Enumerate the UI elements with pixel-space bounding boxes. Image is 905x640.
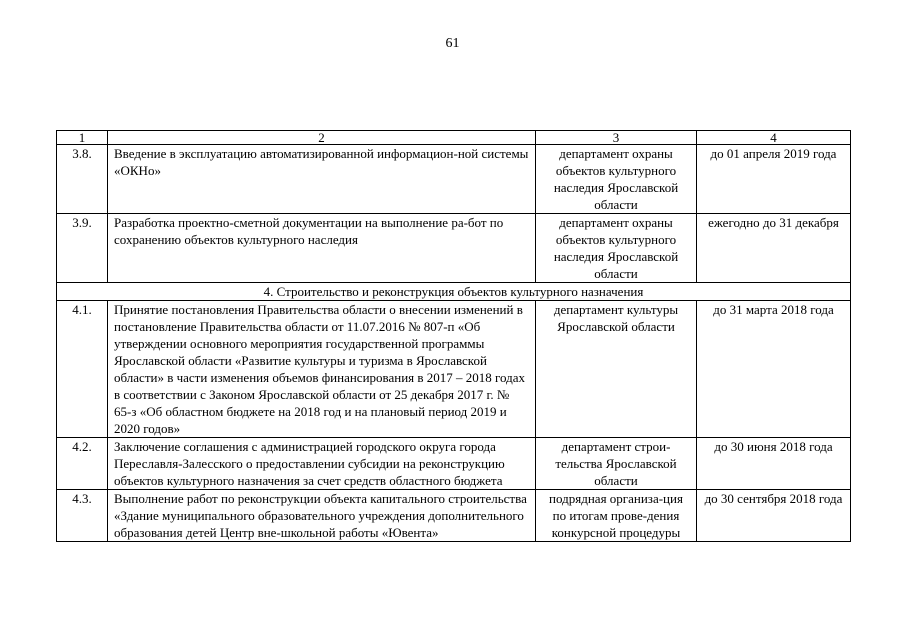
section-title: 4. Строительство и реконструкция объектов культурного назначения <box>57 283 851 301</box>
column-number: 4 <box>697 131 851 145</box>
page-number: 61 <box>445 36 460 51</box>
table-row <box>57 214 851 283</box>
item-number: 3.9. <box>57 214 108 283</box>
measure-text: Выполнение работ по реконструкции объекта капитального строительства «Здание муниципального образовательного учреждения дополнительного образования детей Центр вне-школьной работы «Ювента» <box>108 490 536 542</box>
measure-text: Принятие постановления Правительства области о внесении изменений в постановление Правительства области от 11.07.2016 № 807-п «Об утверждении основного мероприятия государственной программы Ярославской области «Развитие культуры и туризма в Ярославской области» в части изменения объемов финансирования в 2017 – 2018 годах в соответствии с Законом Ярославской области от 25 декабря 2017 г. № 65-з «Об областном бюджете на 2018 год и на плановый период 2019 и 2020 годов» <box>108 301 536 438</box>
column-number: 3 <box>536 131 697 145</box>
item-number: 3.8. <box>57 145 108 214</box>
deadline: ежегодно до 31 декабря <box>697 214 851 283</box>
column-number-row <box>57 131 851 145</box>
plan-table <box>56 130 851 542</box>
executor: департамент строи-тельства Ярославской области <box>536 438 697 490</box>
deadline: до 31 марта 2018 года <box>697 301 851 438</box>
item-number: 4.3. <box>57 490 108 542</box>
item-number: 4.1. <box>57 301 108 438</box>
table-row <box>57 490 851 542</box>
item-number: 4.2. <box>57 438 108 490</box>
executor: департамент охраны объектов культурного наследия Ярославской области <box>536 214 697 283</box>
measure-text: Разработка проектно-сметной документации на выполнение ра-бот по сохранению объектов культурного наследия <box>108 214 536 283</box>
table-row <box>57 301 851 438</box>
executor: подрядная организа-ция по итогам прове-дения конкурсной процедуры <box>536 490 697 542</box>
column-number: 1 <box>57 131 108 145</box>
measure-text: Введение в эксплуатацию автоматизированной информацион-ной системы «ОКНо» <box>108 145 536 214</box>
table-row <box>57 438 851 490</box>
column-number: 2 <box>108 131 536 145</box>
deadline: до 01 апреля 2019 года <box>697 145 851 214</box>
section-row <box>57 283 851 301</box>
executor: департамент охраны объектов культурного наследия Ярославской области <box>536 145 697 214</box>
deadline: до 30 сентября 2018 года <box>697 490 851 542</box>
table-row <box>57 145 851 214</box>
executor: департамент культуры Ярославской области <box>536 301 697 438</box>
measure-text: Заключение соглашения с администрацией городского округа города Переславля-Залесского о предоставлении субсидии на реконструкцию объектов культурного назначения за счет средств областного бюджета <box>108 438 536 490</box>
deadline: до 30 июня 2018 года <box>697 438 851 490</box>
